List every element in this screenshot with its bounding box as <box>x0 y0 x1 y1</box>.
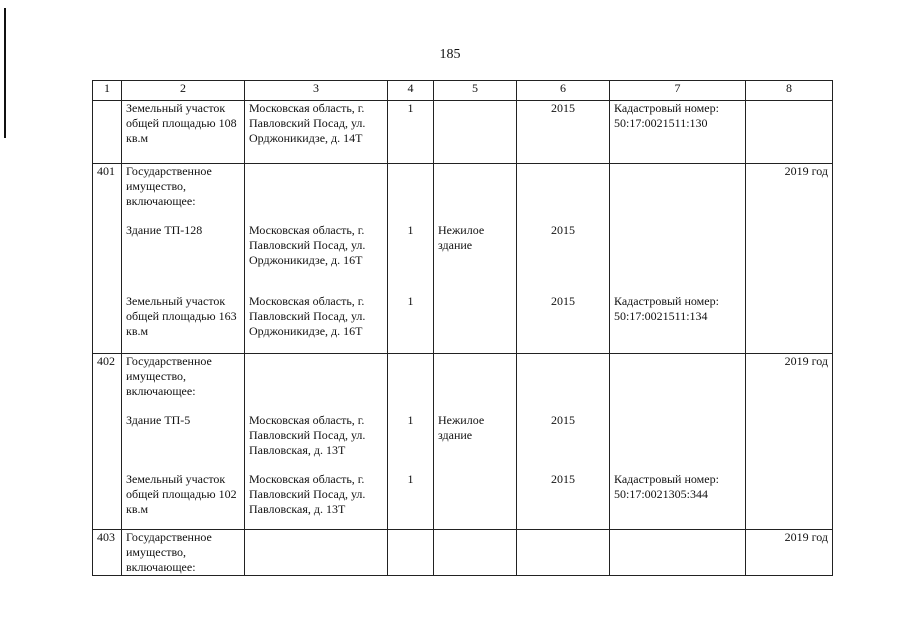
item-address: Московская область, г. Павловский Посад, ул. Орджоникидзе, д. 16Т <box>245 294 388 354</box>
item-name: Государственное имущество, включающее: <box>122 530 245 576</box>
item-term: 2019 год <box>746 164 833 224</box>
item-address <box>245 530 388 576</box>
item-quantity: 1 <box>388 472 434 530</box>
item-type <box>434 354 517 414</box>
row-number <box>93 101 122 164</box>
item-term <box>746 101 833 164</box>
item-type <box>434 164 517 224</box>
item-cadastral: Кадастровый номер: 50:17:0021511:134 <box>610 294 746 354</box>
item-cadastral <box>610 223 746 294</box>
item-quantity <box>388 354 434 414</box>
item-type <box>434 472 517 530</box>
item-cadastral <box>610 530 746 576</box>
item-year: 2015 <box>517 472 610 530</box>
column-header: 7 <box>610 81 746 101</box>
table-row <box>93 101 833 164</box>
item-address <box>245 164 388 224</box>
table-row <box>93 413 833 472</box>
item-cadastral <box>610 354 746 414</box>
item-year: 2015 <box>517 294 610 354</box>
page-number: 185 <box>439 47 461 62</box>
item-name: Здание ТП-5 <box>122 413 245 472</box>
item-name: Государственное имущество, включающее: <box>122 354 245 414</box>
column-header: 4 <box>388 81 434 101</box>
item-address: Московская область, г. Павловский Посад, ул. Орджоникидзе, д. 16Т <box>245 223 388 294</box>
table-row <box>93 223 833 294</box>
item-name: Государственное имущество, включающее: <box>122 164 245 224</box>
item-term: 2019 год <box>746 530 833 576</box>
item-quantity <box>388 530 434 576</box>
row-number <box>93 223 122 294</box>
table-row <box>93 294 833 354</box>
item-address: Московская область, г. Павловский Посад, ул. Орджоникидзе, д. 14Т <box>245 101 388 164</box>
property-table <box>92 80 833 576</box>
item-cadastral: Кадастровый номер: 50:17:0021305:344 <box>610 472 746 530</box>
item-quantity: 1 <box>388 294 434 354</box>
table-row <box>93 164 833 224</box>
item-quantity: 1 <box>388 413 434 472</box>
item-quantity: 1 <box>388 101 434 164</box>
item-address: Московская область, г. Павловский Посад, ул. Павловская, д. 13Т <box>245 472 388 530</box>
item-year <box>517 530 610 576</box>
item-quantity: 1 <box>388 223 434 294</box>
item-year: 2015 <box>517 101 610 164</box>
column-header: 6 <box>517 81 610 101</box>
item-address <box>245 354 388 414</box>
item-type <box>434 101 517 164</box>
item-term <box>746 294 833 354</box>
item-quantity <box>388 164 434 224</box>
item-year: 2015 <box>517 223 610 294</box>
column-header: 3 <box>245 81 388 101</box>
item-name: Земельный участок общей площадью 102 кв.м <box>122 472 245 530</box>
item-name: Земельный участок общей площадью 163 кв.м <box>122 294 245 354</box>
column-header: 8 <box>746 81 833 101</box>
table-row <box>93 354 833 414</box>
row-number: 403 <box>93 530 122 576</box>
item-type <box>434 530 517 576</box>
item-term <box>746 413 833 472</box>
item-term <box>746 223 833 294</box>
item-cadastral: Кадастровый номер: 50:17:0021511:130 <box>610 101 746 164</box>
item-term <box>746 472 833 530</box>
item-type: Нежилое здание <box>434 413 517 472</box>
table-row <box>93 472 833 530</box>
item-year <box>517 164 610 224</box>
item-type: Нежилое здание <box>434 223 517 294</box>
item-term: 2019 год <box>746 354 833 414</box>
table-row <box>93 530 833 576</box>
table-header-row <box>93 81 833 101</box>
row-number <box>93 413 122 472</box>
row-number <box>93 294 122 354</box>
item-year: 2015 <box>517 413 610 472</box>
item-name: Здание ТП-128 <box>122 223 245 294</box>
item-address: Московская область, г. Павловский Посад, ул. Павловская, д. 13Т <box>245 413 388 472</box>
item-type <box>434 294 517 354</box>
margin-binding-line <box>4 8 6 138</box>
item-year <box>517 354 610 414</box>
item-cadastral <box>610 164 746 224</box>
column-header: 1 <box>93 81 122 101</box>
column-header: 5 <box>434 81 517 101</box>
item-name: Земельный участок общей площадью 108 кв.м <box>122 101 245 164</box>
row-number: 401 <box>93 164 122 224</box>
item-cadastral <box>610 413 746 472</box>
row-number: 402 <box>93 354 122 414</box>
row-number <box>93 472 122 530</box>
column-header: 2 <box>122 81 245 101</box>
